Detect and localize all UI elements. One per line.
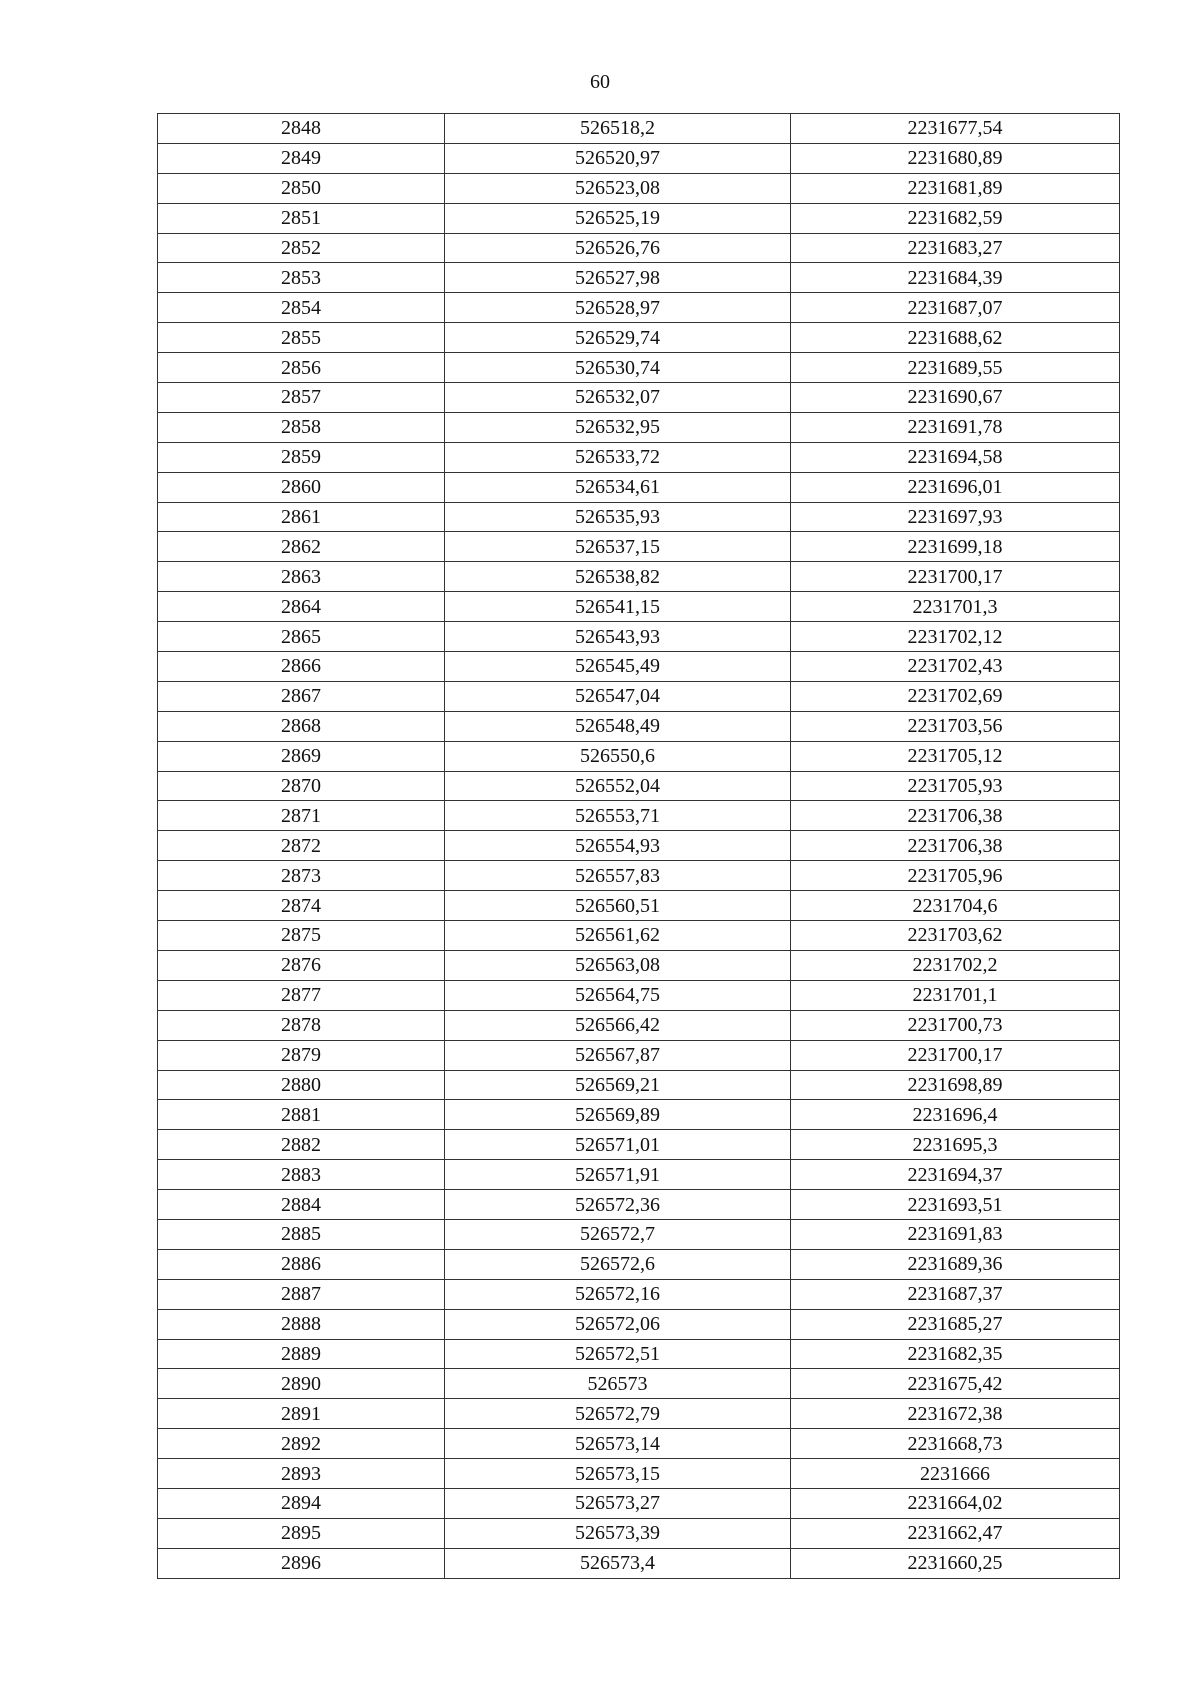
point-number-cell: 2855 bbox=[158, 323, 445, 353]
y-coordinate-cell: 2231688,62 bbox=[791, 323, 1120, 353]
x-coordinate-cell: 526532,95 bbox=[445, 412, 791, 442]
point-number-cell: 2853 bbox=[158, 263, 445, 293]
point-number-cell: 2871 bbox=[158, 801, 445, 831]
x-coordinate-cell: 526557,83 bbox=[445, 861, 791, 891]
y-coordinate-cell: 2231701,1 bbox=[791, 980, 1120, 1010]
y-coordinate-cell: 2231695,3 bbox=[791, 1130, 1120, 1160]
point-number-cell: 2862 bbox=[158, 532, 445, 562]
y-coordinate-cell: 2231681,89 bbox=[791, 173, 1120, 203]
y-coordinate-cell: 2231701,3 bbox=[791, 592, 1120, 622]
point-number-cell: 2864 bbox=[158, 592, 445, 622]
y-coordinate-cell: 2231702,43 bbox=[791, 652, 1120, 682]
x-coordinate-cell: 526541,15 bbox=[445, 592, 791, 622]
point-number-cell: 2857 bbox=[158, 383, 445, 413]
y-coordinate-cell: 2231690,67 bbox=[791, 383, 1120, 413]
x-coordinate-cell: 526572,36 bbox=[445, 1190, 791, 1220]
point-number-cell: 2877 bbox=[158, 980, 445, 1010]
x-coordinate-cell: 526573 bbox=[445, 1369, 791, 1399]
point-number-cell: 2892 bbox=[158, 1429, 445, 1459]
point-number-cell: 2868 bbox=[158, 711, 445, 741]
table-row bbox=[158, 1518, 1120, 1548]
y-coordinate-cell: 2231702,2 bbox=[791, 950, 1120, 980]
table-row bbox=[158, 1249, 1120, 1279]
y-coordinate-cell: 2231699,18 bbox=[791, 532, 1120, 562]
y-coordinate-cell: 2231689,36 bbox=[791, 1249, 1120, 1279]
y-coordinate-cell: 2231691,78 bbox=[791, 412, 1120, 442]
point-number-cell: 2859 bbox=[158, 442, 445, 472]
x-coordinate-cell: 526571,91 bbox=[445, 1160, 791, 1190]
x-coordinate-cell: 526554,93 bbox=[445, 831, 791, 861]
y-coordinate-cell: 2231703,62 bbox=[791, 921, 1120, 951]
point-number-cell: 2888 bbox=[158, 1309, 445, 1339]
point-number-cell: 2882 bbox=[158, 1130, 445, 1160]
table-row bbox=[158, 412, 1120, 442]
y-coordinate-cell: 2231705,96 bbox=[791, 861, 1120, 891]
point-number-cell: 2856 bbox=[158, 353, 445, 383]
point-number-cell: 2881 bbox=[158, 1100, 445, 1130]
table-row bbox=[158, 1399, 1120, 1429]
x-coordinate-cell: 526560,51 bbox=[445, 891, 791, 921]
table-row bbox=[158, 711, 1120, 741]
point-number-cell: 2849 bbox=[158, 143, 445, 173]
point-number-cell: 2872 bbox=[158, 831, 445, 861]
x-coordinate-cell: 526525,19 bbox=[445, 203, 791, 233]
y-coordinate-cell: 2231705,12 bbox=[791, 741, 1120, 771]
table-row bbox=[158, 1309, 1120, 1339]
y-coordinate-cell: 2231705,93 bbox=[791, 771, 1120, 801]
x-coordinate-cell: 526550,6 bbox=[445, 741, 791, 771]
table-row bbox=[158, 532, 1120, 562]
y-coordinate-cell: 2231687,37 bbox=[791, 1279, 1120, 1309]
point-number-cell: 2876 bbox=[158, 950, 445, 980]
point-number-cell: 2858 bbox=[158, 412, 445, 442]
x-coordinate-cell: 526572,51 bbox=[445, 1339, 791, 1369]
y-coordinate-cell: 2231694,58 bbox=[791, 442, 1120, 472]
x-coordinate-cell: 526572,16 bbox=[445, 1279, 791, 1309]
point-number-cell: 2887 bbox=[158, 1279, 445, 1309]
table-row bbox=[158, 323, 1120, 353]
table-row bbox=[158, 143, 1120, 173]
x-coordinate-cell: 526564,75 bbox=[445, 980, 791, 1010]
y-coordinate-cell: 2231664,02 bbox=[791, 1488, 1120, 1518]
point-number-cell: 2852 bbox=[158, 233, 445, 263]
x-coordinate-cell: 526529,74 bbox=[445, 323, 791, 353]
table-row bbox=[158, 592, 1120, 622]
table-row bbox=[158, 442, 1120, 472]
x-coordinate-cell: 526573,15 bbox=[445, 1459, 791, 1489]
point-number-cell: 2873 bbox=[158, 861, 445, 891]
y-coordinate-cell: 2231700,17 bbox=[791, 562, 1120, 592]
table-row bbox=[158, 203, 1120, 233]
table-row bbox=[158, 1130, 1120, 1160]
y-coordinate-cell: 2231702,69 bbox=[791, 681, 1120, 711]
y-coordinate-cell: 2231691,83 bbox=[791, 1219, 1120, 1249]
table-row bbox=[158, 831, 1120, 861]
y-coordinate-cell: 2231697,93 bbox=[791, 502, 1120, 532]
x-coordinate-cell: 526573,27 bbox=[445, 1488, 791, 1518]
table-row bbox=[158, 1190, 1120, 1220]
table-row bbox=[158, 1488, 1120, 1518]
table-body bbox=[158, 114, 1120, 1579]
table-row bbox=[158, 622, 1120, 652]
table-row bbox=[158, 233, 1120, 263]
point-number-cell: 2889 bbox=[158, 1339, 445, 1369]
y-coordinate-cell: 2231666 bbox=[791, 1459, 1120, 1489]
y-coordinate-cell: 2231700,73 bbox=[791, 1010, 1120, 1040]
x-coordinate-cell: 526573,4 bbox=[445, 1548, 791, 1578]
x-coordinate-cell: 526533,72 bbox=[445, 442, 791, 472]
y-coordinate-cell: 2231660,25 bbox=[791, 1548, 1120, 1578]
y-coordinate-cell: 2231700,17 bbox=[791, 1040, 1120, 1070]
x-coordinate-cell: 526553,71 bbox=[445, 801, 791, 831]
table-row bbox=[158, 950, 1120, 980]
x-coordinate-cell: 526535,93 bbox=[445, 502, 791, 532]
y-coordinate-cell: 2231689,55 bbox=[791, 353, 1120, 383]
table-row bbox=[158, 562, 1120, 592]
x-coordinate-cell: 526548,49 bbox=[445, 711, 791, 741]
point-number-cell: 2875 bbox=[158, 921, 445, 951]
table-row bbox=[158, 383, 1120, 413]
y-coordinate-cell: 2231694,37 bbox=[791, 1160, 1120, 1190]
x-coordinate-cell: 526538,82 bbox=[445, 562, 791, 592]
table-row bbox=[158, 1459, 1120, 1489]
y-coordinate-cell: 2231702,12 bbox=[791, 622, 1120, 652]
point-number-cell: 2883 bbox=[158, 1160, 445, 1190]
x-coordinate-cell: 526526,76 bbox=[445, 233, 791, 263]
x-coordinate-cell: 526572,7 bbox=[445, 1219, 791, 1249]
x-coordinate-cell: 526532,07 bbox=[445, 383, 791, 413]
y-coordinate-cell: 2231668,73 bbox=[791, 1429, 1120, 1459]
point-number-cell: 2878 bbox=[158, 1010, 445, 1040]
x-coordinate-cell: 526530,74 bbox=[445, 353, 791, 383]
table-row bbox=[158, 681, 1120, 711]
x-coordinate-cell: 526572,06 bbox=[445, 1309, 791, 1339]
table-row bbox=[158, 1429, 1120, 1459]
x-coordinate-cell: 526520,97 bbox=[445, 143, 791, 173]
x-coordinate-cell: 526566,42 bbox=[445, 1010, 791, 1040]
table-row bbox=[158, 1279, 1120, 1309]
y-coordinate-cell: 2231693,51 bbox=[791, 1190, 1120, 1220]
point-number-cell: 2869 bbox=[158, 741, 445, 771]
x-coordinate-cell: 526569,89 bbox=[445, 1100, 791, 1130]
x-coordinate-cell: 526534,61 bbox=[445, 472, 791, 502]
y-coordinate-cell: 2231662,47 bbox=[791, 1518, 1120, 1548]
table-row bbox=[158, 1160, 1120, 1190]
x-coordinate-cell: 526523,08 bbox=[445, 173, 791, 203]
table-row bbox=[158, 801, 1120, 831]
table-row bbox=[158, 652, 1120, 682]
x-coordinate-cell: 526537,15 bbox=[445, 532, 791, 562]
x-coordinate-cell: 526567,87 bbox=[445, 1040, 791, 1070]
x-coordinate-cell: 526561,62 bbox=[445, 921, 791, 951]
y-coordinate-cell: 2231696,4 bbox=[791, 1100, 1120, 1130]
x-coordinate-cell: 526569,21 bbox=[445, 1070, 791, 1100]
x-coordinate-cell: 526545,49 bbox=[445, 652, 791, 682]
point-number-cell: 2866 bbox=[158, 652, 445, 682]
table-row bbox=[158, 1040, 1120, 1070]
x-coordinate-cell: 526527,98 bbox=[445, 263, 791, 293]
point-number-cell: 2861 bbox=[158, 502, 445, 532]
y-coordinate-cell: 2231682,35 bbox=[791, 1339, 1120, 1369]
y-coordinate-cell: 2231685,27 bbox=[791, 1309, 1120, 1339]
table-row bbox=[158, 861, 1120, 891]
y-coordinate-cell: 2231704,6 bbox=[791, 891, 1120, 921]
table-row bbox=[158, 1548, 1120, 1578]
table-row bbox=[158, 353, 1120, 383]
table-row bbox=[158, 1219, 1120, 1249]
y-coordinate-cell: 2231683,27 bbox=[791, 233, 1120, 263]
y-coordinate-cell: 2231696,01 bbox=[791, 472, 1120, 502]
x-coordinate-cell: 526572,79 bbox=[445, 1399, 791, 1429]
point-number-cell: 2865 bbox=[158, 622, 445, 652]
point-number-cell: 2884 bbox=[158, 1190, 445, 1220]
y-coordinate-cell: 2231703,56 bbox=[791, 711, 1120, 741]
y-coordinate-cell: 2231706,38 bbox=[791, 831, 1120, 861]
table-row bbox=[158, 472, 1120, 502]
point-number-cell: 2890 bbox=[158, 1369, 445, 1399]
x-coordinate-cell: 526573,39 bbox=[445, 1518, 791, 1548]
y-coordinate-cell: 2231672,38 bbox=[791, 1399, 1120, 1429]
table-row bbox=[158, 1100, 1120, 1130]
point-number-cell: 2848 bbox=[158, 114, 445, 144]
table-row bbox=[158, 1010, 1120, 1040]
point-number-cell: 2893 bbox=[158, 1459, 445, 1489]
point-number-cell: 2879 bbox=[158, 1040, 445, 1070]
point-number-cell: 2850 bbox=[158, 173, 445, 203]
table-row bbox=[158, 771, 1120, 801]
point-number-cell: 2891 bbox=[158, 1399, 445, 1429]
point-number-cell: 2880 bbox=[158, 1070, 445, 1100]
x-coordinate-cell: 526528,97 bbox=[445, 293, 791, 323]
point-number-cell: 2886 bbox=[158, 1249, 445, 1279]
table-row bbox=[158, 921, 1120, 951]
table-row bbox=[158, 1070, 1120, 1100]
x-coordinate-cell: 526518,2 bbox=[445, 114, 791, 144]
point-number-cell: 2863 bbox=[158, 562, 445, 592]
table-row bbox=[158, 173, 1120, 203]
x-coordinate-cell: 526552,04 bbox=[445, 771, 791, 801]
table-row bbox=[158, 980, 1120, 1010]
point-number-cell: 2867 bbox=[158, 681, 445, 711]
point-number-cell: 2874 bbox=[158, 891, 445, 921]
page-number: 60 bbox=[590, 71, 610, 93]
y-coordinate-cell: 2231675,42 bbox=[791, 1369, 1120, 1399]
point-number-cell: 2851 bbox=[158, 203, 445, 233]
x-coordinate-cell: 526571,01 bbox=[445, 1130, 791, 1160]
x-coordinate-cell: 526547,04 bbox=[445, 681, 791, 711]
point-number-cell: 2870 bbox=[158, 771, 445, 801]
x-coordinate-cell: 526563,08 bbox=[445, 950, 791, 980]
point-number-cell: 2854 bbox=[158, 293, 445, 323]
y-coordinate-cell: 2231682,59 bbox=[791, 203, 1120, 233]
table-row bbox=[158, 1339, 1120, 1369]
y-coordinate-cell: 2231680,89 bbox=[791, 143, 1120, 173]
table-row bbox=[158, 263, 1120, 293]
y-coordinate-cell: 2231677,54 bbox=[791, 114, 1120, 144]
table-row bbox=[158, 741, 1120, 771]
coordinates-table bbox=[157, 113, 1120, 1579]
y-coordinate-cell: 2231687,07 bbox=[791, 293, 1120, 323]
point-number-cell: 2885 bbox=[158, 1219, 445, 1249]
point-number-cell: 2894 bbox=[158, 1488, 445, 1518]
table-row bbox=[158, 1369, 1120, 1399]
table-row bbox=[158, 293, 1120, 323]
x-coordinate-cell: 526572,6 bbox=[445, 1249, 791, 1279]
point-number-cell: 2896 bbox=[158, 1548, 445, 1578]
table-row bbox=[158, 891, 1120, 921]
table-row bbox=[158, 502, 1120, 532]
x-coordinate-cell: 526573,14 bbox=[445, 1429, 791, 1459]
x-coordinate-cell: 526543,93 bbox=[445, 622, 791, 652]
y-coordinate-cell: 2231698,89 bbox=[791, 1070, 1120, 1100]
point-number-cell: 2895 bbox=[158, 1518, 445, 1548]
point-number-cell: 2860 bbox=[158, 472, 445, 502]
y-coordinate-cell: 2231706,38 bbox=[791, 801, 1120, 831]
y-coordinate-cell: 2231684,39 bbox=[791, 263, 1120, 293]
table-row bbox=[158, 114, 1120, 144]
